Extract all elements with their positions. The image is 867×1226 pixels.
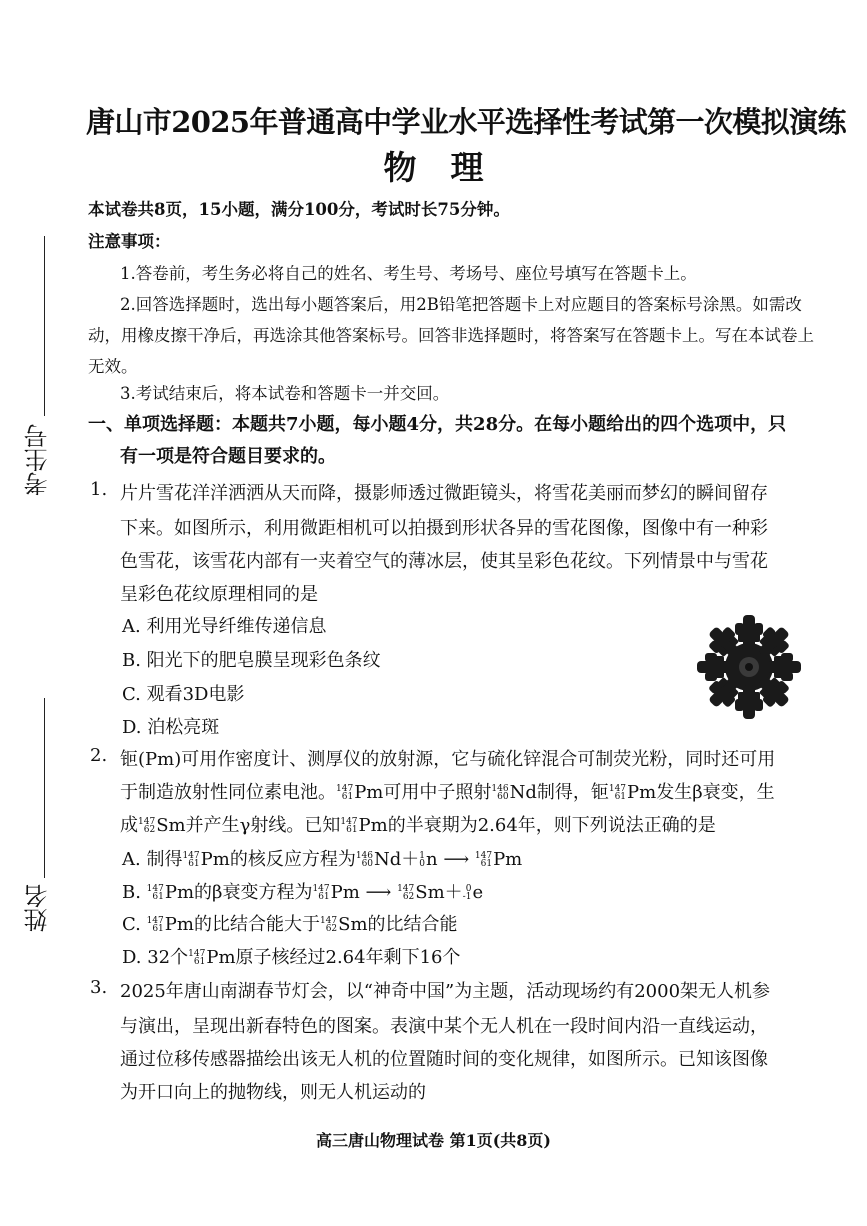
question-1-option-a: A. 利用光导纤维传递信息 bbox=[122, 616, 327, 637]
question-1-option-b: B. 阳光下的肥皂膜呈现彩色条纹 bbox=[122, 650, 381, 671]
question-2-option-d: D. 32个 147 61 Pm原子核经过2.64年剩下16个 bbox=[122, 947, 461, 968]
notice-item-2-line-3: 无效。 bbox=[88, 357, 138, 376]
question-2-line-2: 于制造放射性同位素电池。 147 61 Pm可用中子照射 146 60 Nd制得，钷 147 61 Pm发生β衰变，生 bbox=[120, 782, 775, 803]
question-3-line-4: 为开口向上的抛物线，则无人机运动的 bbox=[120, 1082, 426, 1103]
notice-item-1: 1.答卷前，考生务必将自己的姓名、考生号、考场号、座位号填写在答题卡上。 bbox=[120, 264, 697, 283]
isotope-nd146: 146 60 bbox=[491, 783, 509, 802]
question-3-line-1: 2025年唐山南湖春节灯会，以“神奇中国”为主题，活动现场约有2000架无人机参 bbox=[120, 981, 771, 1002]
question-2-number: 2. bbox=[90, 745, 108, 766]
question-3-line-2: 与演出，呈现出新春特色的图案。表演中某个无人机在一段时间内沿一直线运动， bbox=[120, 1016, 768, 1037]
notice-item-2-line-1: 2.回答选择题时，选出每小题答案后，用2B铅笔把答题卡上对应题目的答案标号涂黑。如需改 bbox=[120, 295, 802, 314]
question-1-line-1: 片片雪花洋洋洒洒从天而降，摄影师透过微距镜头，将雪花美丽而梦幻的瞬间留存 bbox=[120, 483, 768, 504]
question-2-line-1: 钷(Pm)可用作密度计、测厚仪的放射源，它与硫化锌混合可制荧光粉，同时还可用 bbox=[120, 749, 776, 770]
exam-no-label: 考生号 bbox=[24, 424, 52, 496]
notice-item-2-line-2: 动，用橡皮擦干净后，再选涂其他答案标号。回答非选择题时，将答案写在答题卡上。写在本试卷上 bbox=[88, 326, 814, 345]
section-heading-line-2: 有一项是符合题目要求的。 bbox=[120, 446, 336, 467]
question-1-option-d: D. 泊松亮斑 bbox=[122, 717, 220, 738]
name-underline bbox=[44, 698, 45, 878]
snowflake-image bbox=[694, 614, 804, 720]
isotope-pm147: 147 61 bbox=[340, 816, 358, 835]
notice-title: 注意事项： bbox=[88, 232, 171, 251]
question-1-line-2: 下来。如图所示，利用微距相机可以拍摄到形状各异的雪花图像，图像中有一种彩 bbox=[120, 518, 768, 539]
question-1-number: 1. bbox=[90, 479, 108, 500]
exam-summary: 本试卷共8页，15小题，满分100分，考试时长75分钟。 bbox=[88, 200, 510, 219]
question-1-line-3: 色雪花，该雪花内部有一夹着空气的薄冰层，使其呈彩色花纹。下列情景中与雪花 bbox=[120, 551, 768, 572]
question-3-number: 3. bbox=[90, 977, 108, 998]
question-1-line-4: 呈彩色花纹原理相同的是 bbox=[120, 584, 318, 605]
question-2-option-b: B. 147 61 Pm的β衰变方程为 147 61 Pm ⟶ 147 62 Sm＋ 0 -1 e bbox=[122, 882, 484, 903]
page-footer: 高三唐山物理试卷 第1页(共8页) bbox=[316, 1131, 551, 1150]
question-1-option-c: C. 观看3D电影 bbox=[122, 684, 245, 705]
exam-no-underline bbox=[44, 236, 45, 416]
question-2-option-c: C. 147 61 Pm的比结合能大于 147 62 Sm的比结合能 bbox=[122, 914, 458, 935]
section-heading-line-1: 一、单项选择题：本题共7小题，每小题4分，共28分。在每小题给出的四个选项中，只 bbox=[88, 414, 787, 435]
isotope-pm147: 147 61 bbox=[608, 783, 627, 802]
notice-item-3: 3.考试结束后，将本试卷和答题卡一并交回。 bbox=[120, 384, 450, 403]
subject-title: 物理 bbox=[383, 148, 518, 187]
question-2-line-3: 成 147 62 Sm并产生γ射线。已知 147 61 Pm的半衰期为2.64年，则下列说法正确的是 bbox=[120, 815, 716, 836]
question-2-option-a: A. 制得 147 61 Pm的核反应方程为 146 60 Nd＋ 1 0 n ⟶ 147 61 Pm bbox=[122, 849, 523, 870]
exam-title: 唐山市2025年普通高中学业水平选择性考试第一次模拟演练 bbox=[86, 105, 846, 139]
isotope-sm147: 147 62 bbox=[138, 816, 156, 835]
name-label: 姓名 bbox=[24, 884, 52, 932]
question-3-line-3: 通过位移传感器描绘出该无人机的位置随时间的变化规律，如图所示。已知该图像 bbox=[120, 1049, 768, 1070]
isotope-pm147: 147 61 bbox=[336, 783, 354, 802]
